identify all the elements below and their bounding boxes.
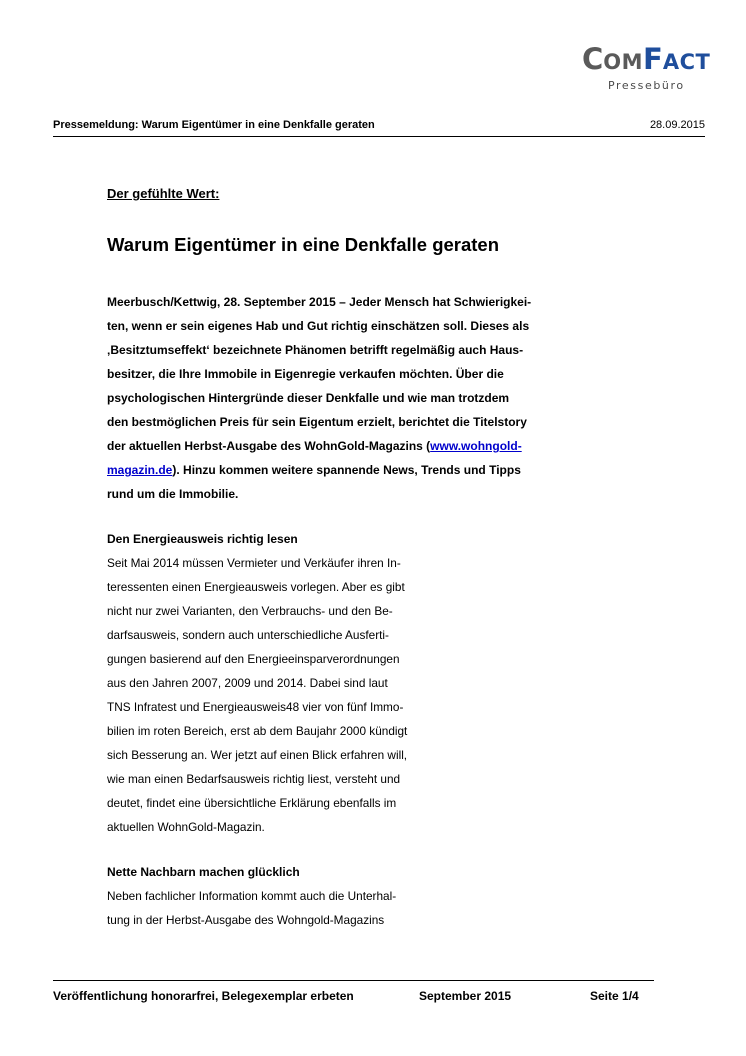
- lead-line: rund um die Immobilie.: [107, 487, 239, 501]
- section-title: Nette Nachbarn machen glücklich: [107, 865, 300, 879]
- lead-line: psychologischen Hintergründe dieser Denkfalle und wie man trotzdem: [107, 391, 510, 405]
- body-line: aus den Jahren 2007, 2009 und 2014. Dabei sind laut: [107, 676, 388, 690]
- body-line: tung in der Herbst-Ausgabe des Wohngold-Magazins: [107, 913, 385, 927]
- article-kicker: Der gefühlte Wert:: [107, 186, 220, 201]
- footer-note: Veröffentlichung honorarfrei, Belegexemplar erbeten: [53, 989, 354, 1003]
- section-body: [107, 551, 467, 839]
- footer-page-number: Seite 1/4: [590, 989, 639, 1003]
- body-line: darfsausweis, sondern auch unterschiedliche Ausferti-: [107, 628, 389, 642]
- body-line: nicht nur zwei Varianten, den Verbrauchs- und den Be-: [107, 604, 393, 618]
- header-title: Pressemeldung: Warum Eigentümer in eine Denkfalle geraten: [53, 119, 375, 131]
- logo-wordmark: COMFACT: [582, 42, 711, 76]
- section-body: [107, 884, 467, 932]
- body-line: sich Besserung an. Wer jetzt auf einen Blick erfahren will,: [107, 748, 408, 762]
- body-line: TNS Infratest und Energieausweis48 vier von fünf Immo-: [107, 700, 404, 714]
- body-line: Neben fachlicher Information kommt auch die Unterhal-: [107, 889, 397, 903]
- lead-line: den bestmöglichen Preis für sein Eigentum erzielt, berichtet die Titelstory: [107, 415, 527, 429]
- header-divider: [53, 136, 705, 137]
- body-line: deutet, findet eine übersichtliche Erklärung ebenfalls im: [107, 796, 397, 810]
- lead-line: ten, wenn er sein eigenes Hab und Gut richtig einschätzen soll. Dieses als: [107, 319, 530, 333]
- section-title: Den Energieausweis richtig lesen: [107, 532, 298, 546]
- article-headline: Warum Eigentümer in eine Denkfalle geraten: [107, 234, 500, 255]
- lead-line: Meerbusch/Kettwig, 28. September 2015 – Jeder Mensch hat Schwierigkei-: [107, 295, 532, 309]
- article-lead: [107, 290, 607, 506]
- lead-line: der aktuellen Herbst-Ausgabe des WohnGold-Magazins (www.wohngold-: [107, 439, 522, 453]
- body-line: teressenten einen Energieausweis vorlegen. Aber es gibt: [107, 580, 405, 594]
- body-line: bilien im roten Bereich, erst ab dem Baujahr 2000 kündigt: [107, 724, 408, 738]
- wohngold-link[interactable]: magazin.de: [107, 463, 173, 477]
- comfact-logo: [560, 40, 710, 100]
- lead-line: magazin.de). Hinzu kommen weitere spannende News, Trends und Tipps: [107, 463, 521, 477]
- logo-subtitle: Pressebüro: [608, 79, 685, 92]
- lead-line: ‚Besitztumseffekt‘ bezeichnete Phänomen betrifft regelmäßig auch Haus-: [107, 343, 524, 357]
- lead-line: besitzer, die Ihre Immobile in Eigenregie verkaufen möchten. Über die: [107, 367, 504, 381]
- footer-month: September 2015: [419, 989, 512, 1003]
- body-line: gungen basierend auf den Energieeinsparverordnungen: [107, 652, 400, 666]
- header-date: 28.09.2015: [649, 119, 705, 131]
- wohngold-link[interactable]: www.wohngold-: [430, 439, 522, 453]
- section-nachbarn: [107, 860, 467, 932]
- footer-divider: [53, 980, 654, 981]
- body-line: wie man einen Bedarfsausweis richtig liest, versteht und: [107, 772, 401, 786]
- body-line: Seit Mai 2014 müssen Vermieter und Verkäufer ihren In-: [107, 556, 401, 570]
- body-line: aktuellen WohnGold-Magazin.: [107, 820, 265, 834]
- section-energieausweis: [107, 527, 467, 839]
